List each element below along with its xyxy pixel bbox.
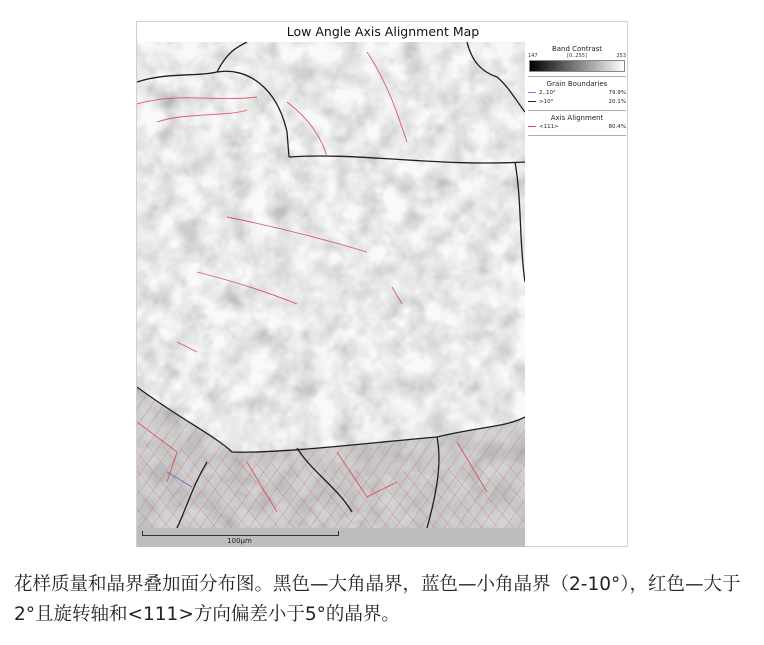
legend-label: 2..10° <box>539 89 556 96</box>
band-contrast-map <box>137 42 525 547</box>
legend-percent: 20.1% <box>608 98 626 105</box>
grain-boundaries-heading: Grain Boundaries <box>546 80 608 88</box>
band-contrast-heading: Band Contrast <box>551 45 603 53</box>
map-image <box>137 42 525 528</box>
black-line-swatch <box>528 101 536 102</box>
band-contrast-min: 147 <box>528 53 538 59</box>
legend-row-low-angle <box>527 88 627 97</box>
legend-row-high-angle <box>527 97 627 106</box>
legend-label: <111> <box>539 123 559 130</box>
band-contrast-gradient <box>529 60 625 72</box>
scale-bar-line <box>142 531 339 536</box>
legend-row-111 <box>527 122 627 131</box>
band-contrast-interval: [0..255] <box>567 53 587 59</box>
map-legend <box>527 42 627 162</box>
figure-title: Low Angle Axis Alignment Map <box>286 24 480 39</box>
legend-divider <box>528 135 626 136</box>
legend-percent: 80.4% <box>608 123 626 130</box>
axis-alignment-heading: Axis Alignment <box>550 114 604 122</box>
legend-label: >10° <box>539 98 554 105</box>
band-contrast-range <box>527 53 627 59</box>
band-contrast-max: 253 <box>616 53 626 59</box>
scale-bar-label: 100μm <box>227 537 252 545</box>
ebsd-figure <box>136 21 628 547</box>
scale-bar <box>137 528 525 547</box>
red-line-swatch <box>528 126 536 127</box>
legend-percent: 79.9% <box>608 89 626 96</box>
legend-divider <box>528 110 626 111</box>
blue-line-swatch <box>528 92 536 93</box>
legend-divider <box>528 76 626 77</box>
figure-caption: 花样质量和晶界叠加面分布图。黑色—大角晶界，蓝色—小角晶界（2-10°），红色—大于2°且旋转轴和<111>方向偏差小于5°的晶界。 <box>14 574 741 625</box>
